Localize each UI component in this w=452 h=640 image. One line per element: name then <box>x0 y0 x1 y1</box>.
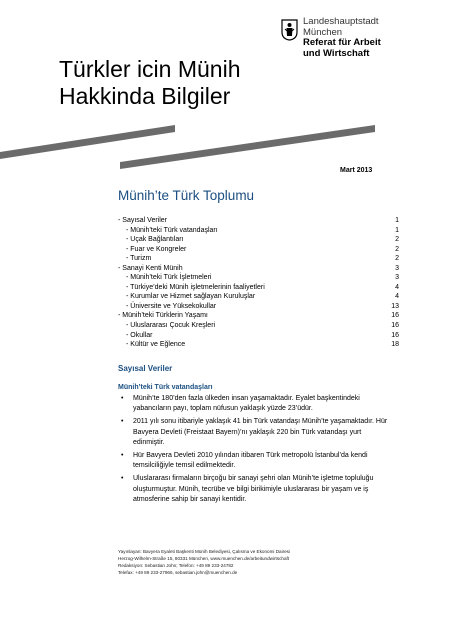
toc-entry-page: 2 <box>395 255 399 263</box>
toc-entry-page: 1 <box>395 217 399 224</box>
logo-line-bold: und Wirtschaft <box>303 47 370 59</box>
toc-entry[interactable] <box>118 216 399 226</box>
document-date: Mart 2013 <box>340 167 373 174</box>
toc-entry-page: 4 <box>395 293 399 301</box>
table-of-contents <box>118 216 399 350</box>
toc-entry[interactable] <box>118 283 399 293</box>
toc-entry-label: - Sayısal Veriler <box>118 217 168 224</box>
logo-line: München <box>303 26 343 38</box>
bullet-item: • Hür Bavyera Devleti 2010 yılından itibaren Türk metropolü İstanbul’da kendi temsilciliğiyle temsil edilmektedir. <box>118 451 394 471</box>
toc-entry-label: - Kültür ve Eğlence <box>126 341 186 349</box>
toc-entry[interactable] <box>118 264 399 274</box>
logo-text <box>303 17 381 59</box>
toc-entry[interactable] <box>118 302 399 312</box>
toc-entry[interactable] <box>118 292 399 302</box>
toc-entry-label: - Sanayi Kenti Münih <box>118 264 183 272</box>
toc-entry-page: 16 <box>391 331 399 339</box>
toc-entry[interactable] <box>118 235 399 245</box>
toc-entry-page: 1 <box>395 226 399 234</box>
toc-entry[interactable] <box>118 245 399 255</box>
toc-entry-label: - Münih’teki Türklerin Yaşamı <box>118 312 208 320</box>
slash-bar-left <box>0 125 175 159</box>
bullet-item: • Münih’te 180’den fazla ülkeden insan yaşamaktadır. Eyalet başkentindeki yabancıların payı, toplam nüfusun yaklaşık yüzde 23’üdür. <box>118 394 394 414</box>
toc-entry[interactable] <box>118 331 399 341</box>
document-title <box>59 56 241 110</box>
toc-entry-label: - Uluslararası Çocuk Kreşleri <box>126 322 216 330</box>
toc-entry-label: - Kurumlar ve Hizmet sağlayan Kuruluşlar <box>126 293 256 301</box>
toc-entry[interactable] <box>118 254 399 264</box>
toc-entry-label: - Üniversite ve Yüksekokullar <box>126 302 217 310</box>
toc-entry-page: 3 <box>395 274 399 282</box>
city-crest-icon <box>281 19 298 41</box>
bullet-item: • Uluslararası firmaların birçoğu bir sanayi şehri olan Münih’te işletme topluluğu oluşturmuştur. Münih, tecrübe ve bilgi birikimiyle uluslararası bir yaşam ve iş atmosferine sahip bir sanayi kentidir. <box>118 474 394 505</box>
toc-entry-label: - Münih’teki Türk vatandaşları <box>126 226 218 234</box>
toc-entry-label: - Fuar ve Kongreler <box>126 245 187 253</box>
toc-entry-page: 2 <box>395 245 399 253</box>
toc-entry[interactable] <box>118 321 399 331</box>
toc-entry[interactable] <box>118 340 399 350</box>
toc-entry-page: 18 <box>391 341 399 349</box>
footer-line: Herzog-Wilhelm-Straße 15, 80331 München, www.muenchen.de/arbeitundwirtschaft <box>118 556 290 561</box>
toc-entry-label: - Türkiye’deki Münih işletmelerinin faaliyetleri <box>126 283 265 291</box>
logo-line-bold: Referat für Arbeit <box>303 37 381 48</box>
subsection-heading: Sayısal Veriler <box>118 364 173 373</box>
title-line: Türkler icin Münih <box>59 56 241 82</box>
footer-line: Telefax: +49 89 233-27966, sebastian.john@muenchen.de <box>118 570 238 575</box>
toc-entry-label: - Münih’teki Türk İşletmeleri <box>126 274 212 282</box>
bullet-list <box>118 394 394 508</box>
logo-line: Landeshauptstadt <box>303 16 379 27</box>
toc-entry-page: 13 <box>391 302 399 310</box>
toc-entry-page: 2 <box>395 236 399 244</box>
decorative-slash-bars <box>0 118 452 178</box>
toc-entry[interactable] <box>118 311 399 321</box>
toc-entry-label: - Uçak Bağlantıları <box>126 236 184 244</box>
bullet-item: • 2011 yılı sonu itibariyle yaklaşık 41 bin Türk vatandaşı Münih’te yaşamaktadır. Hür Bavyera Devleti (Freistaat Bayern)’nı yaklaşık 220 bin Türk vatandaşı yurt edinmiştir. <box>118 417 394 448</box>
toc-entry[interactable] <box>118 226 399 236</box>
title-line: Hakkinda Bilgiler <box>59 83 231 109</box>
toc-entry-page: 16 <box>391 312 399 320</box>
toc-entry-page: 16 <box>391 322 399 330</box>
footer-line: Yayınlayan: Bavyera Eyaleti Başkenti Münih Belediyesi, Çalısma ve Ekonomi Dairesi <box>118 549 291 554</box>
footer-line: Redaksiyon: Sebastian John; Telefon: +49 89 233-24782 <box>118 563 234 568</box>
toc-entry-page: 4 <box>395 283 399 291</box>
toc-entry[interactable] <box>118 273 399 283</box>
toc-entry-label: - Okullar <box>126 331 153 339</box>
subsubsection-heading: Münih’teki Türk vatandaşları <box>118 384 213 391</box>
footer-imprint <box>118 548 418 576</box>
toc-entry-label: - Turizm <box>126 255 152 263</box>
toc-entry-page: 3 <box>395 264 399 272</box>
section-heading: Münih’te Türk Toplumu <box>118 188 255 203</box>
